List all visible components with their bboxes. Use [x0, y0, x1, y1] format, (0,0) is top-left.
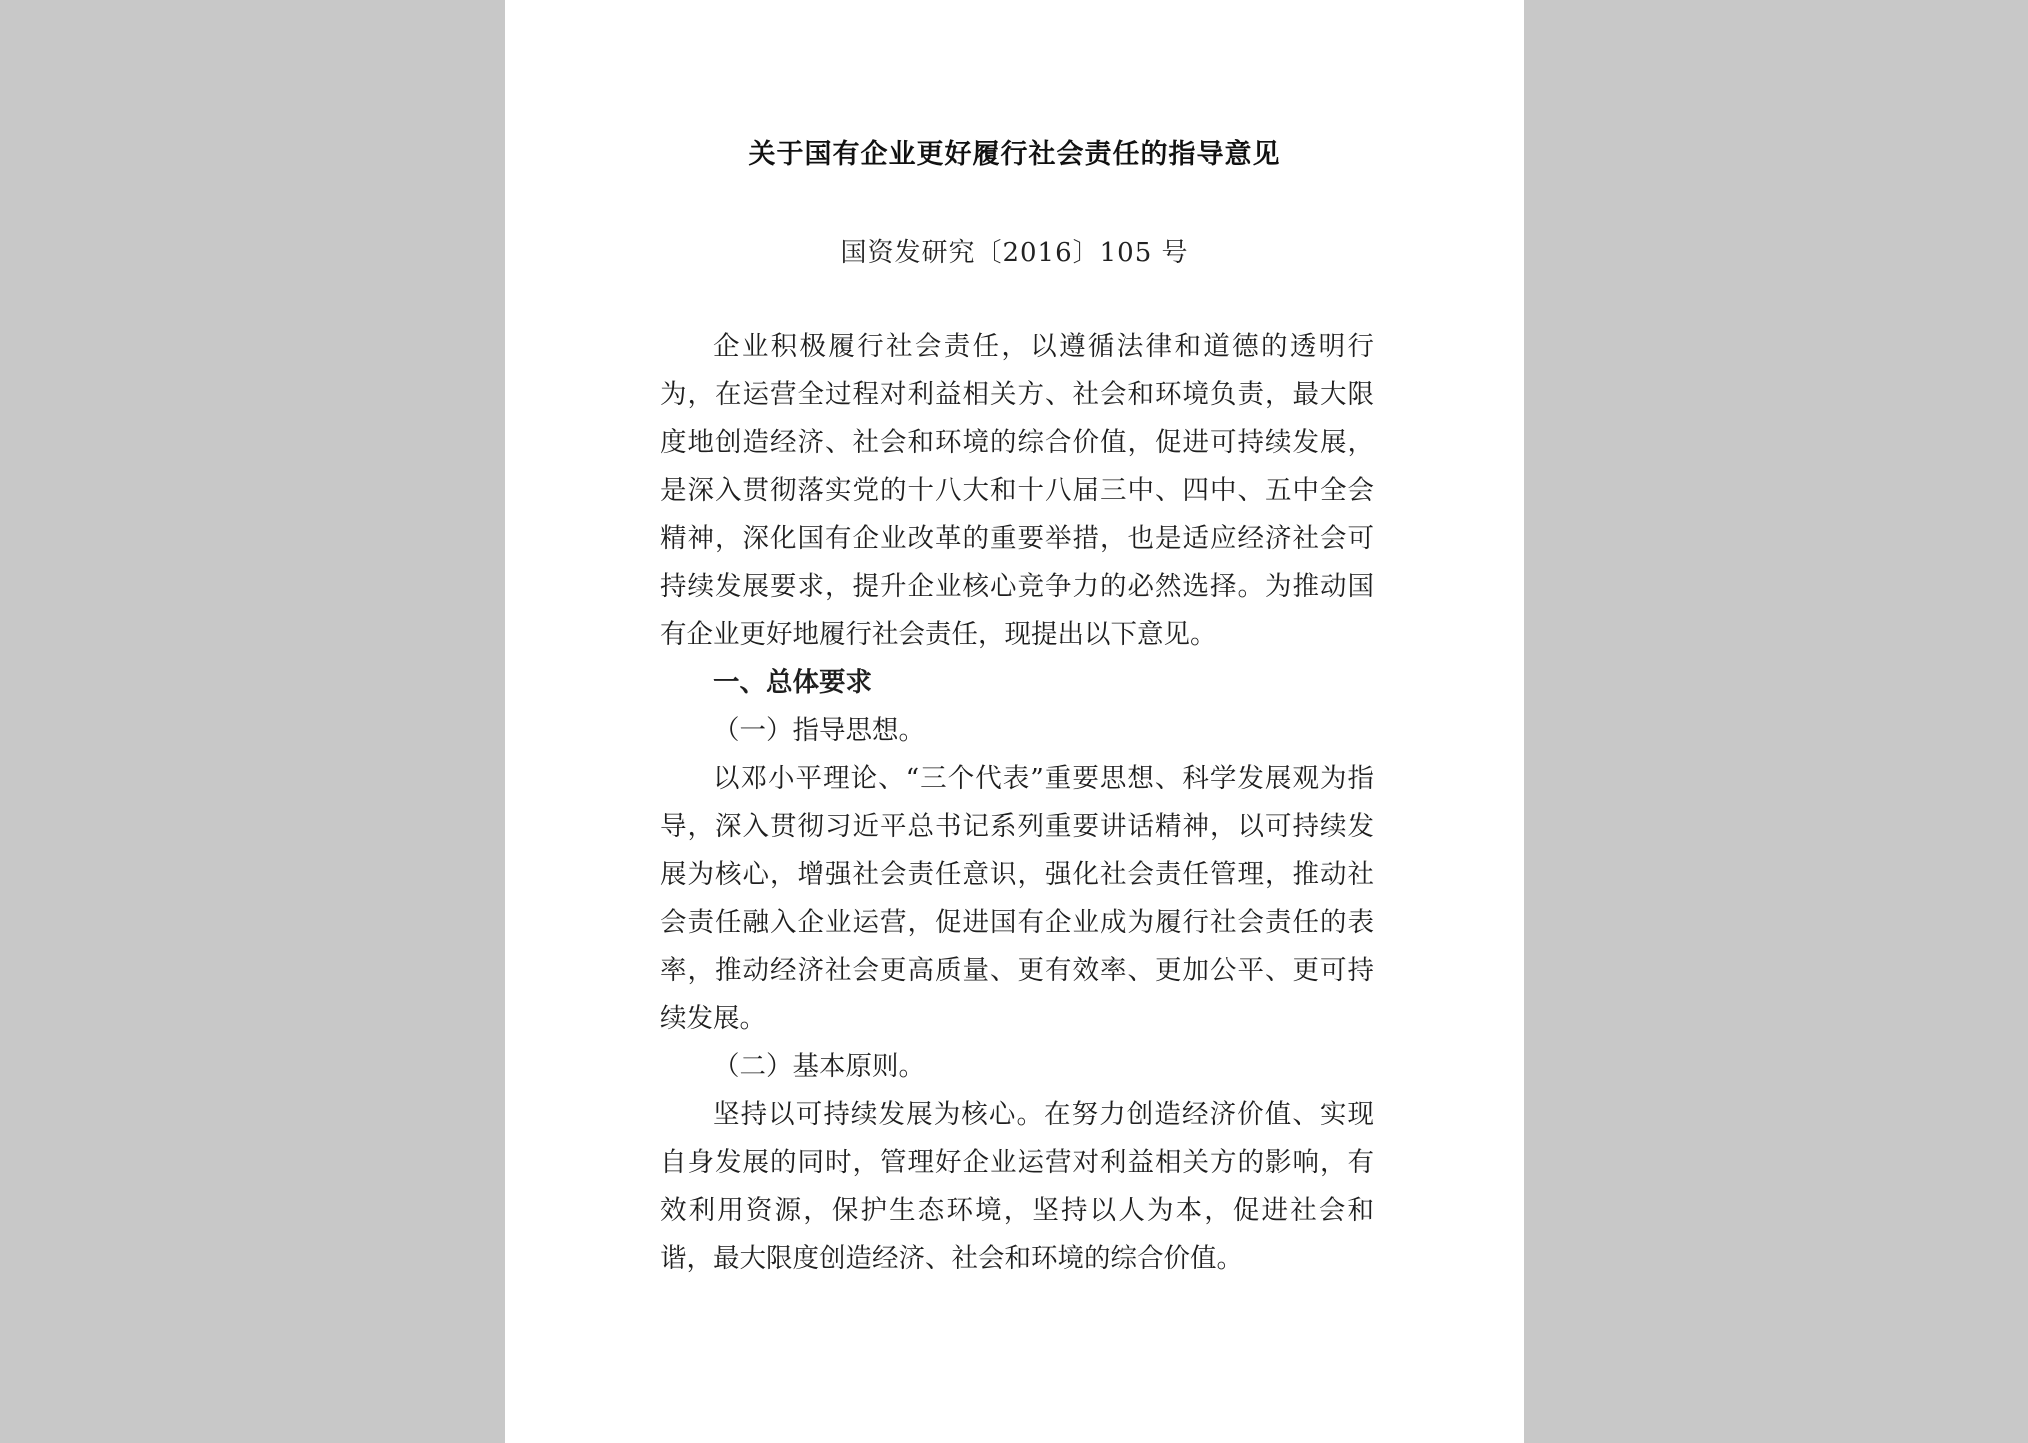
section-heading-general-requirements: 一、总体要求 [713, 667, 872, 698]
document-number: 国资发研究〔2016〕105 号 [840, 238, 1189, 268]
subheading-basic-principles: （二）基本原则。 [713, 1051, 925, 1082]
subheading-guiding-ideology: （一）指导思想。 [713, 715, 925, 746]
paragraph-intro: 企业积极履行社会责任，以遵循法律和道德的透明行为，在运营全过程对利益相关方、社会和环境负责，最大限度地创造经济、社会和环境的综合价值，促进可持续发展，是深入贯彻落实党的十八大和十八届三中、四中、五中全会精神，深化国有企业改革的重要举措，也是适应经济社会可持续发展要求，提升企业核心竞争力的必然选择。为推动国有企业更好地履行社会责任，现提出以下意见。 [660, 331, 1374, 650]
document-title: 关于国有企业更好履行社会责任的指导意见 [748, 139, 1281, 170]
document-body [660, 323, 1374, 1283]
paragraph-guiding-ideology: 以邓小平理论、“三个代表”重要思想、科学发展观为指导，深入贯彻习近平总书记系列重要讲话精神，以可持续发展为核心，增强社会责任意识，强化社会责任管理，推动社会责任融入企业运营，促进国有企业成为履行社会责任的表率，推动经济社会更高质量、更有效率、更加公平、更可持续发展。 [660, 763, 1374, 1034]
document-page [505, 0, 1524, 1443]
paragraph-basic-principles: 坚持以可持续发展为核心。在努力创造经济价值、实现自身发展的同时，管理好企业运营对利益相关方的影响，有效利用资源，保护生态环境，坚持以人为本，促进社会和谐，最大限度创造经济、社会和环境的综合价值。 [660, 1099, 1374, 1274]
